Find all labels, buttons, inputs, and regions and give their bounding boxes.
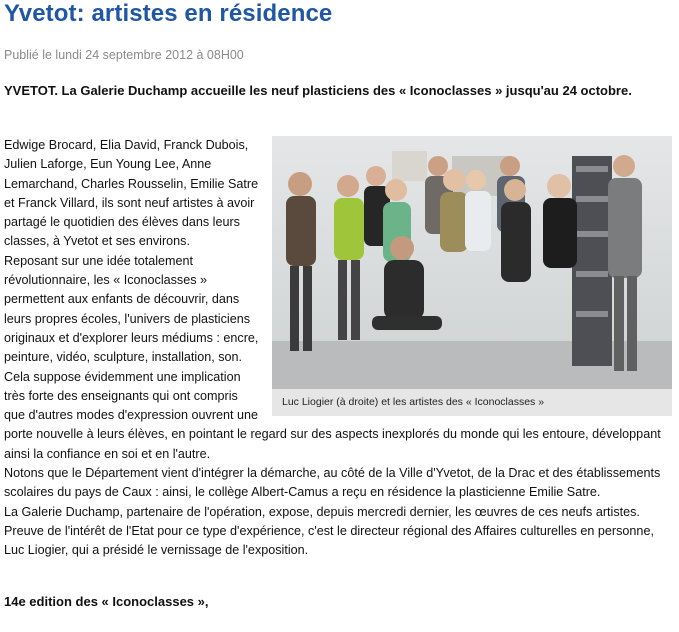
article-paragraph: Edwige Brocard, Elia David, Franck Dubois, Julien Laforge, Eun Young Lee, Anne Lemarchand, Charles Rousselin, Emilie Satre et Franck Villard, ils sont neuf artistes à avoir partagé le quotidien des élèves dans leurs classes, à Yvetot et ses environs. [4, 138, 259, 249]
publish-date: Publié le lundi 24 septembre 2012 à 08H00 [4, 48, 244, 62]
group-photo [272, 136, 672, 389]
article-lead: YVETOT. La Galerie Duchamp accueille les neuf plasticiens des « Iconoclasses » jusqu'au 24 octobre. [4, 83, 632, 98]
section-subheading: 14e edition des « Iconoclasses », [4, 594, 209, 609]
group-photo-illustration [272, 136, 672, 389]
article-paragraph: Notons que le Département vient d'intégrer la démarche, au côté de la Ville d'Yvetot, de la Drac et des établissements scolaires du pays de Caux : ainsi, le collège Albert-Camus a reçu en résidence la plasticienne Emilie Satre. [4, 466, 661, 500]
article-title: Yvetot: artistes en résidence [4, 0, 333, 27]
article-paragraph: Reposant sur une idée totalement révolutionnaire, les « Iconoclasses » permettent aux enfants de découvrir, dans leurs propres écoles, l'univers de plasticiens originaux et d'explorer leurs médiums : encre, peinture, vidéo, sculpture, installation, son. Cela suppose évidemment une implication très forte des enseignants qui ont compris que d'autres modes d'expression ouvrent une porte nouvelle à leurs élèves, en pointant le regard sur des aspects inexplorés du monde qui les entoure, développant ainsi la confiance en soi et en l'autre. [4, 253, 661, 461]
article-paragraph: La Galerie Duchamp, partenaire de l'opération, expose, depuis mercredi dernier, les œuvres de ces neufs artistes. Preuve de l'intérêt de l'Etat pour ce type d'expérience, c'est le directeur régional des Affaires culturelles en personne, Luc Liogier, qui a présidé le vernissage de l'exposition. [4, 504, 654, 558]
photo-caption: Luc Liogier (à droite) et les artistes des « Iconoclasses » [272, 389, 672, 416]
photo-figure [272, 136, 672, 416]
article-body [4, 136, 672, 561]
